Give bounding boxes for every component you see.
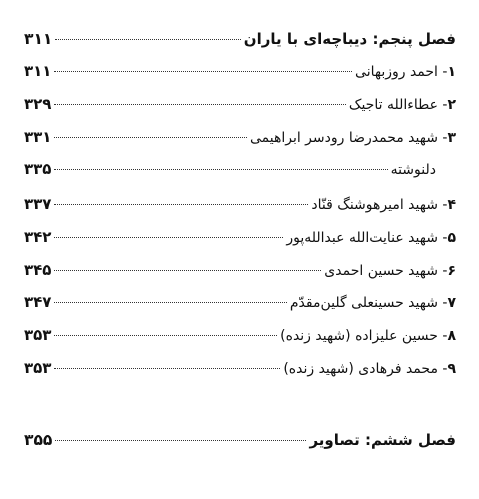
entry-text: شهید حسینعلی گلین‌مقدّم <box>289 295 438 311</box>
toc-entry[interactable] <box>24 195 456 221</box>
toc-entry[interactable] <box>24 95 456 121</box>
page-number: ۳۳۵ <box>24 160 52 178</box>
entry-title: ۹- محمد فرهادی (شهید زنده) <box>283 361 456 377</box>
toc-chapter-6[interactable] <box>24 431 456 457</box>
toc-entry[interactable] <box>24 293 456 319</box>
entry-number: ۴ <box>447 197 456 213</box>
entry-text: عطاءالله تاجیک <box>348 97 438 113</box>
entry-text: احمد روزبهانی <box>355 64 438 80</box>
toc-chapter-5[interactable] <box>24 30 456 56</box>
page-number: ۳۴۲ <box>24 228 52 246</box>
dot-leader <box>54 169 387 170</box>
entry-title: ۷- شهید حسینعلی گلین‌مقدّم <box>289 295 456 311</box>
page-number: ۳۲۹ <box>24 95 52 113</box>
dot-leader <box>54 302 286 303</box>
toc-entry[interactable] <box>24 359 456 385</box>
entry-title: ۵- شهید عنایت‌الله عبدالله‌پور <box>286 230 456 246</box>
toc-entry[interactable] <box>24 261 456 287</box>
entry-number: ۹ <box>447 361 456 377</box>
entry-title: ۴- شهید امیرهوشنگ قنّاد <box>311 197 456 213</box>
dot-leader <box>55 39 240 40</box>
page-number: ۳۳۷ <box>24 195 52 213</box>
page-number: ۳۱۱ <box>24 30 53 48</box>
entry-text: دلنوشته <box>390 162 436 178</box>
dot-leader <box>54 204 308 205</box>
entry-number: ۱ <box>447 64 456 80</box>
chapter-title: فصل ششم: تصاویر <box>309 431 456 449</box>
dot-leader <box>54 237 283 238</box>
dot-leader <box>54 368 280 369</box>
page-number: ۳۳۱ <box>24 128 52 146</box>
page-number: ۳۵۳ <box>24 359 52 377</box>
entry-number: ۸ <box>447 328 456 344</box>
page-number: ۳۵۳ <box>24 326 52 344</box>
dot-leader <box>54 71 352 72</box>
entry-text: شهید محمدرضا رودسر ابراهیمی <box>249 130 438 146</box>
dot-leader <box>54 335 277 336</box>
entry-text: شهید حسین احمدی <box>324 263 438 279</box>
entry-number: ۲ <box>447 97 456 113</box>
entry-number: ۷ <box>447 295 456 311</box>
entry-number: ۶ <box>447 263 456 279</box>
page-number: ۳۵۵ <box>24 431 53 449</box>
entry-number: ۳ <box>447 130 456 146</box>
entry-title: ۲- عطاءالله تاجیک <box>348 97 456 113</box>
entry-title: ۱- احمد روزبهانی <box>355 64 456 80</box>
toc-entry[interactable] <box>24 228 456 254</box>
toc-entry[interactable] <box>24 128 456 154</box>
dot-leader <box>54 104 345 105</box>
dot-leader <box>54 137 246 138</box>
entry-text: شهید عنایت‌الله عبدالله‌پور <box>286 230 438 246</box>
entry-title: ۳- شهید محمدرضا رودسر ابراهیمی <box>249 130 456 146</box>
entry-text: محمد فرهادی (شهید زنده) <box>283 361 438 377</box>
dot-leader <box>55 440 306 441</box>
page-number: ۳۴۷ <box>24 293 52 311</box>
toc-entry[interactable] <box>24 62 456 88</box>
entry-number: ۵ <box>447 230 456 246</box>
entry-text: حسین علیزاده (شهید زنده) <box>280 328 438 344</box>
page-number: ۳۴۵ <box>24 261 52 279</box>
entry-text: شهید امیرهوشنگ قنّاد <box>311 197 438 213</box>
toc-entry-sub[interactable] <box>24 160 456 186</box>
page-number: ۳۱۱ <box>24 62 52 80</box>
entry-title: ۸- حسین علیزاده (شهید زنده) <box>280 328 456 344</box>
chapter-title: فصل پنجم: دیباچه‌ای با یاران <box>243 30 456 48</box>
entry-title: ۶- شهید حسین احمدی <box>324 263 456 279</box>
toc-entry[interactable] <box>24 326 456 352</box>
dot-leader <box>54 270 321 271</box>
